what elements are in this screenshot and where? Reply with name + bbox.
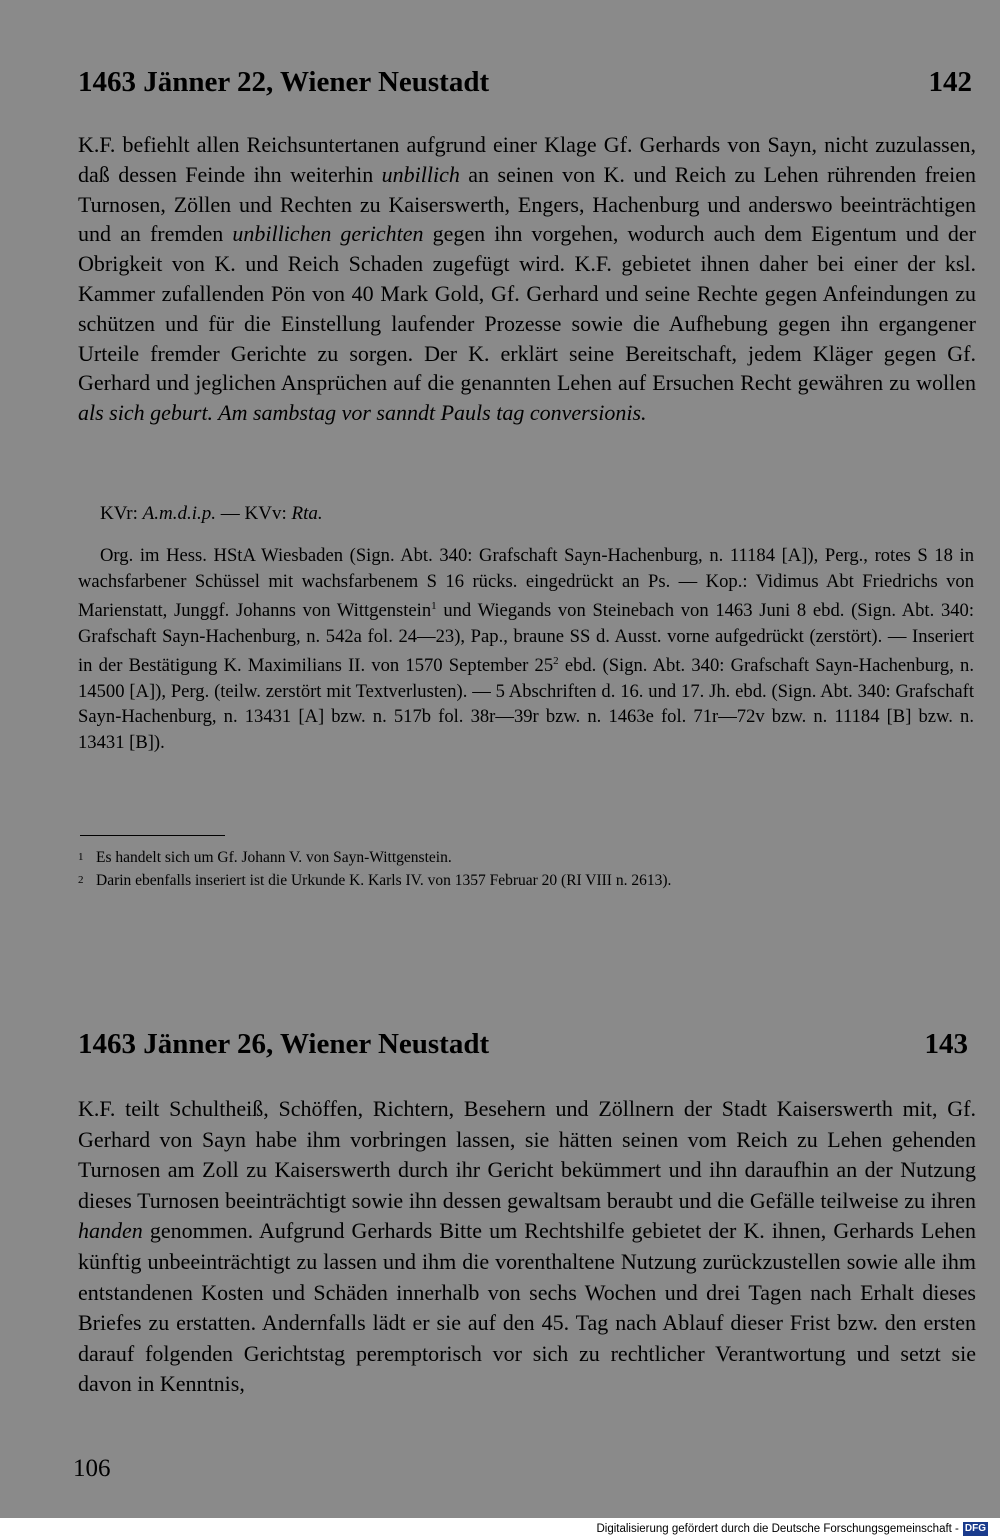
regest-italic-term: unbillichen gerichten bbox=[232, 221, 424, 247]
tradition-text: Org. im Hess. HStA Wiesbaden (Sign. Abt. 340: Grafschaft Sayn-Hachenburg, n. 11184 [A]), Perg., rotes S 18 in wachsfarbener Schüssel mit wachsfarbenem S 16 rücks. eingedrückt an Ps. — Kop.: Vidimus Abt Friedrichs von Marienstatt, Junggf. Johanns von Wittgenstein bbox=[78, 545, 974, 622]
footnote bbox=[78, 846, 671, 869]
regest-italic-quote: als sich geburt. Am sambstag vor sanndt Pauls tag conversionis. bbox=[78, 400, 647, 426]
entry-142-tradition bbox=[78, 543, 974, 755]
footnote-text: Es handelt sich um Gf. Johann V. von Sayn-Wittgenstein. bbox=[96, 849, 452, 866]
tradition-text: ebd. (Sign. Abt. 340: Grafschaft Sayn-Hachenburg, n. 14500 [A]), Perg. (teilw. zerstört mit Textverlusten). — 5 Abschriften d. 16. und 17. Jh. ebd. (Sign. Abt. 340: Grafschaft Sayn-Hachenburg, n. 13431 [A] bzw. n. 517b fol. 38r—39r bzw. n. 1463e fol. 71r—72v bzw. n. 11184 [B] bzw. n. 13431 [B]). bbox=[78, 655, 974, 753]
digitization-footer bbox=[0, 1518, 1000, 1540]
regest-text: K.F. befiehlt allen Reichsuntertanen aufgrund einer Klage Gf. Gerhards von Sayn, nicht zuzulassen, daß dessen Feinde ihn weiterhin bbox=[78, 132, 976, 187]
footnote-ref: 1 bbox=[431, 600, 437, 612]
regest-text: K.F. teilt Schultheiß, Schöffen, Richtern, Besehern und Zöllnern der Stadt Kaiserswerth mit, Gf. Gerhard von Sayn habe ihm vorbringen lassen, sie hätten seinen vom Reich zu Lehen gehenden Turnosen am Zoll zu Kaiserswerth durch ihr Gericht bekümmert und ihn daraufhin an der Nutzung dieses Turnosen beeinträchtigt sowie ihn dessen gewaltsam beraubt und die Gefälle teilweise zu ihren bbox=[78, 1096, 976, 1213]
regest-italic-term: handen bbox=[78, 1218, 143, 1244]
tradition-text: und Wiegands von Steinebach von 1463 Juni 8 ebd. (Sign. Abt. 340: Grafschaft Sayn-Hachenburg, n. 542a fol. 24—23), Pap., braune SS d. Ausst. vorne aufgedrückt (zerstört). — Inseriert in der Bestätigung K. Maximilians II. von 1570 September 25 bbox=[78, 600, 975, 677]
entry-143-number: 143 bbox=[924, 1028, 968, 1060]
regest-text: genommen. Aufgrund Gerhards Bitte um Rechtshilfe gebietet der K. ihnen, Gerhards Lehen künftig unbeeinträchtigt zu lassen und ihm die vorenthaltene Nutzung zurückzustellen sowie alle ihm entstandenen Kosten und Schäden innerhalb von sechs Wochen und drei Tagen nach Erhalt dieses Briefes zu erstatten. Andernfalls lädt er sie auf den 45. Tag nach Ablauf dieser Frist bzw. den ersten darauf folgenden Gerichtstag peremptorisch vor sich zu rechtlicher Verantwortung und setzt sie davon in Kenntnis, bbox=[78, 1218, 976, 1397]
footnote-ref: 2 bbox=[553, 655, 559, 668]
footer-text: Digitalisierung gefördert durch die Deutsche Forschungsgemeinschaft - bbox=[596, 1523, 959, 1535]
footnote bbox=[78, 869, 671, 892]
entry-143-regest bbox=[78, 1094, 976, 1400]
footnote-divider bbox=[80, 835, 225, 836]
kv-value: A.m.d.i.p. bbox=[142, 503, 217, 524]
footnote-mark: 2 bbox=[78, 874, 84, 886]
regest-italic-term: unbillich bbox=[381, 161, 460, 187]
kv-label: — KVv: bbox=[216, 503, 292, 524]
regest-text: gegen ihn vorgehen, wodurch auch dem Eigentum und der Obrigkeit von K. und Reich Schaden zugefügt wird. K.F. gebietet ihnen daher bei einer der ksl. Kammer zufallenden Pön von 40 Mark Gold, Gf. Gerhard und seine Rechte gegen Anfeindungen zu schützen und für die Einstellung laufender Prozesse sowie die Aufhebung gegen ihn ergangener Urteile fremder Gerichte zu sorgen. Der K. erklärt seine Bereitschaft, jedem Kläger gegen Gf. Gerhard und jeglichen Ansprüchen auf die genannten Lehen auf Ersuchen Recht gewähren zu wollen bbox=[78, 221, 976, 396]
kv-value: Rta. bbox=[291, 503, 323, 524]
entry-142-number: 142 bbox=[928, 66, 972, 98]
entry-143-title: 1463 Jänner 26, Wiener Neustadt bbox=[78, 1028, 490, 1060]
entry-143-heading bbox=[78, 1028, 968, 1061]
dfg-logo-icon: DFG bbox=[964, 1523, 986, 1534]
page-number: 106 bbox=[73, 1455, 111, 1482]
entry-142-title: 1463 Jänner 22, Wiener Neustadt bbox=[78, 66, 490, 98]
entry-142-heading bbox=[78, 66, 972, 99]
regest-text: an seinen von K. und Reich zu Lehen rührenden freien Turnosen, Zöllen und Rechten zu Kaiserswerth, Engers, Hachenburg und anderswo beeinträchtigen und an fremden bbox=[78, 161, 976, 247]
footnote-mark: 1 bbox=[78, 851, 84, 863]
kanzleivermerk bbox=[100, 503, 323, 525]
footnote-text: Darin ebenfalls inseriert ist die Urkunde K. Karls IV. von 1357 Februar 20 (RI VIII n. 2613). bbox=[96, 872, 672, 889]
entry-142-regest bbox=[78, 130, 976, 428]
kv-label: KVr: bbox=[100, 503, 143, 524]
footnotes bbox=[78, 846, 671, 892]
